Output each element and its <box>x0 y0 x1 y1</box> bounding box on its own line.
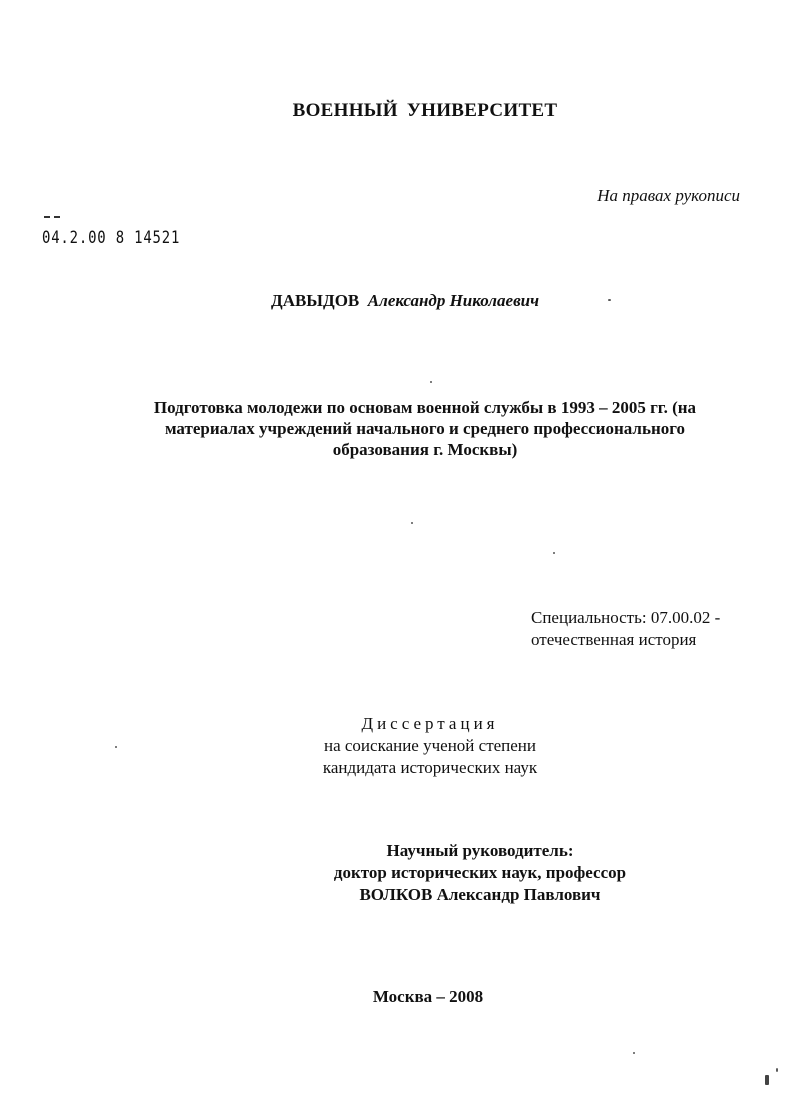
stamp-mark <box>44 216 60 220</box>
manuscript-note: На правах рукописи <box>597 186 740 205</box>
city-year: Москва – 2008 <box>372 987 484 1006</box>
author-name <box>271 291 539 311</box>
scan-speck <box>608 299 611 301</box>
supervisor-block <box>290 840 670 906</box>
title-line: образования г. Москвы) <box>332 440 518 459</box>
scan-speck <box>411 522 413 524</box>
registration-number: 04.2.00 8 14521 <box>42 228 181 248</box>
university-name: ВОЕННЫЙ УНИВЕРСИТЕТ <box>292 100 558 121</box>
title-line: материалах учреждений начального и среднего профессионального <box>164 419 686 438</box>
specialty-name: отечественная история <box>531 630 697 649</box>
scan-speck <box>553 552 555 554</box>
supervisor-name: ВОЛКОВ Александр Павлович <box>359 885 601 904</box>
scan-speck <box>633 1052 635 1054</box>
dissertation-block <box>300 713 560 779</box>
author-given-names: Александр Николаевич <box>367 291 540 310</box>
dissertation-title <box>95 397 755 460</box>
specialty-block <box>531 607 720 651</box>
title-line: Подготовка молодежи по основам военной службы в 1993 – 2005 гг. (на <box>153 398 697 417</box>
supervisor-degree: доктор исторических наук, профессор <box>333 863 627 882</box>
author-surname: ДАВЫДОВ <box>271 291 360 310</box>
scan-speck <box>115 746 117 748</box>
scan-speck <box>430 381 432 383</box>
scan-speck <box>776 1068 778 1072</box>
scan-speck <box>765 1075 769 1085</box>
degree-line: на соискание ученой степени <box>323 736 537 755</box>
supervisor-label: Научный руководитель: <box>386 841 574 860</box>
specialty-code: Специальность: 07.00.02 - <box>531 608 721 627</box>
degree-line: кандидата исторических наук <box>322 758 538 777</box>
dissertation-heading: Диссертация <box>361 714 499 733</box>
